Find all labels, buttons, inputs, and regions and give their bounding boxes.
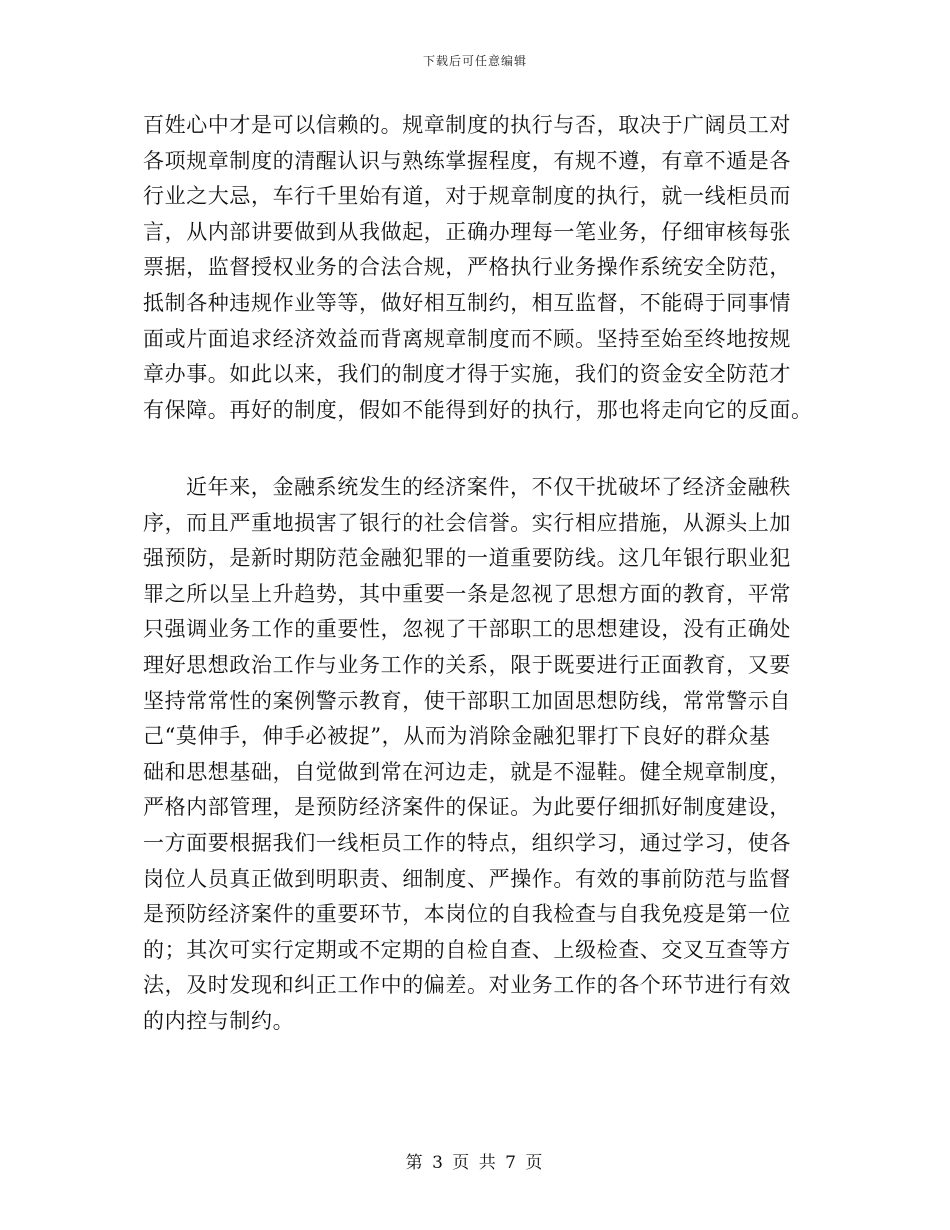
paragraph-line: 一方面要根据我们一线柜员工作的特点，组织学习，通过学习，使各: [143, 830, 791, 855]
paragraph-line: 各项规章制度的清醒认识与熟练掌握程度，有规不遵，有章不遁是各: [143, 148, 791, 173]
body-paragraph-2: [143, 470, 813, 1040]
page-header: 下载后可任意编辑: [422, 54, 527, 68]
paragraph-line: 的内控与制约。: [143, 1008, 295, 1033]
paragraph-line: 是预防经济案件的重要环节，本岗位的自我检查与自我免疫是第一位: [143, 902, 791, 927]
paragraph-line: 章办事。如此以来，我们的制度才得于实施，我们的资金安全防范才: [143, 362, 791, 387]
paragraph-first-line: 近年来，金融系统发生的经济案件，不仅干扰破坏了经济金融秩: [186, 475, 791, 499]
paragraph-line: 坚持常常性的案例警示教育，使干部职工加固思想防线，常常警示自: [143, 688, 791, 713]
paragraph-line: 言，从内部讲要做到从我做起，正确办理每一笔业务，仔细审核每张: [143, 219, 791, 244]
paragraph-line: 行业之大忌，车行千里始有道，对于规章制度的执行，就一线柜员而: [143, 184, 791, 209]
paragraph-line: 票据，监督授权业务的合法合规，严格执行业务操作系统安全防范，: [143, 255, 791, 280]
paragraph-line: 面或片面追求经济效益而背离规章制度而不顾。坚持至始至终地按规: [143, 326, 791, 351]
paragraph-line: 强预防，是新时期防范金融犯罪的一道重要防线。这几年银行职业犯: [143, 546, 791, 571]
paragraph-line: 理好思想政治工作与业务工作的关系，限于既要进行正面教育，又要: [143, 652, 791, 677]
paragraph-line: 础和思想基础，自觉做到常在河边走，就是不湿鞋。健全规章制度，: [143, 759, 791, 784]
paragraph-line: 法，及时发现和纠正工作中的偏差。对业务工作的各个环节进行有效: [143, 973, 791, 998]
paragraph-line: 的；其次可实行定期或不定期的自检自查、上级检查、交叉互查等方: [143, 937, 791, 962]
paragraph-line: 抵制各种违规作业等等，做好相互制约，相互监督，不能碍于同事情: [143, 290, 791, 315]
paragraph-line: 有保障。再好的制度，假如不能得到好的执行，那也将走向它的反面。: [143, 397, 813, 422]
body-paragraph-1: [143, 108, 813, 428]
paragraph-line: 岗位人员真正做到明职责、细制度、严操作。有效的事前防范与监督: [143, 866, 791, 891]
paragraph-line: 罪之所以呈上升趋势，其中重要一条是忽视了思想方面的教育，平常: [143, 581, 791, 606]
paragraph-line: 己“莫伸手，伸手必被捉”，从而为消除金融犯罪打下良好的群众基: [143, 724, 771, 749]
paragraph-line: 只强调业务工作的重要性，忽视了干部职工的思想建设，没有正确处: [143, 617, 791, 642]
paragraph-line: 严格内部管理，是预防经济案件的保证。为此要仔细抓好制度建设，: [143, 795, 791, 820]
page-number-footer: 第 3 页 共 7 页: [405, 1153, 545, 1173]
paragraph-line: 百姓心中才是可以信赖的。规章制度的执行与否，取决于广阔员工对: [143, 113, 791, 137]
paragraph-line: 序，而且严重地损害了银行的社会信誉。实行相应措施，从源头上加: [143, 510, 791, 535]
